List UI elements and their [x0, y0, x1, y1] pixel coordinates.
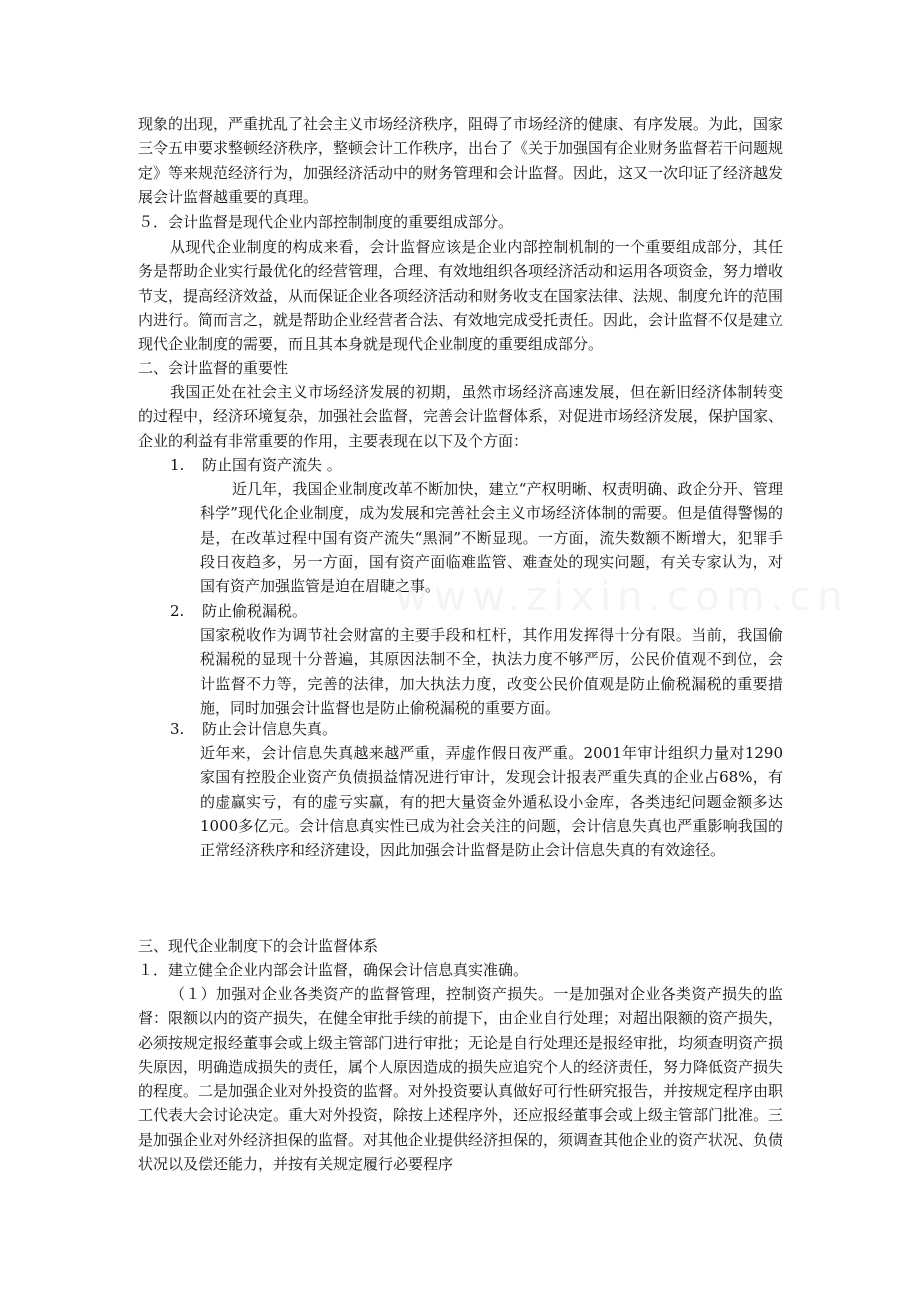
section2-paragraph: 我国正处在社会主义市场经济发展的初期，虽然市场经济高速发展，但在新旧经济体制转变的过程中，经济环境复杂，加强社会监督，完善会计监督体系，对促进市场经济发展，保护国家、企业的利益有非常重要的作用，主要表现在以下及个方面： — [138, 383, 784, 450]
item3-paragraph: 近年来，会计信息失真越来越严重，弄虚作假日夜严重。2001年审计组织力量对1290家国有控股企业资产负债损益情况进行审计，发现会计报表严重失真的企业占68%，有的虚赢实亏，有的虚亏实赢，有的把大量资金外遁私设小金库，各类违纪问题金额多达1000多亿元。会计信息真实性已成为社会关注的问题，会计信息失真也严重影响我国的正常经济秩序和经济建设，因此加强会计监督是防止会计信息失真的有效途径。 — [200, 744, 783, 860]
item1-number: 1. — [170, 456, 185, 474]
section2-heading: 二、会计监督的重要性 — [138, 359, 289, 377]
section3-item1: １．建立健全企业内部会计监督，确保会计信息真实准确。 — [138, 961, 529, 979]
intro-paragraph: 现象的出现，严重扰乱了社会主义市场经济秩序，阻碍了市场经济的健康、有序发展。为此，国家三令五申要求整顿经济秩序，整顿会计工作秩序，出台了《关于加强国有企业财务监督若干问题规定》等来规范经济行为，加强经济活动中的财务管理和会计监督。因此，这又一次印证了经济越发展会计监督越重要的真理。 — [138, 115, 784, 206]
item1-heading — [170, 453, 342, 477]
section3-paragraph: （１）加强对企业各类资产的监督管理，控制资产损失。一是加强对企业各类资产损失的监督：限额以内的资产损失，在健全审批手续的前提下，由企业自行处理；对超出限额的资产损失，必须按规定报经董事会或上级主管部门进行审批；无论是自行处理还是报经审批，均须查明资产损失原因，明确造成损失的责任，属个人原因造成的损失应追究个人的经济责任，努力降低资产损失的程度。二是加强企业对外投资的监督。对外投资要认真做好可行性研究报告，并按规定程序由职工代表大会讨论决定。重大对外投资，除按上述程序外，还应报经董事会或上级主管部门批准。三是加强企业对外经济担保的监督。对其他企业提供经济担保的，须调查其他企业的资产状况、负债状况以及偿还能力，并按有关规定履行必要程序 — [138, 985, 784, 1174]
item3-title: 防止会计信息失真。 — [202, 720, 338, 738]
item5-heading: ５．会计监督是现代企业内部控制制度的重要组成部分。 — [138, 213, 514, 231]
item3-heading — [170, 717, 337, 741]
item1-title: 防止国有资产流失 。 — [202, 456, 342, 474]
section3-heading: 三、现代企业制度下的会计监督体系 — [138, 937, 379, 955]
item1-paragraph: 近几年，我国企业制度改革不断加快，建立“产权明晰、权责明确、政企分开、管理科学”现代化企业制度，成为发展和完善社会主义市场经济体制的需要。但是值得警惕的是，在改革过程中国有资产流失“黑洞”不断显现。一方面，流失数额不断增大，犯罪手段日夜趋多，另一方面，国有资产面临难监管、难查处的现实问题，有关专家认为，对国有资产加强监管是迫在眉睫之事。 — [200, 480, 783, 596]
item3-number: 3. — [170, 720, 185, 738]
item2-number: 2. — [170, 602, 185, 620]
item5-paragraph: 从现代企业制度的构成来看，会计监督应该是企业内部控制机制的一个重要组成部分，其任务是帮助企业实行最优化的经营管理，合理、有效地组织各项经济活动和运用各项资金，努力增收节支，提高经济效益，从而保证企业各项经济活动和财务收支在国家法律、法规、制度允许的范围内进行。简而言之，就是帮助企业经营者合法、有效地完成受托责任。因此，会计监督不仅是建立现代企业制度的需要，而且其本身就是现代企业制度的重要组成部分。 — [138, 238, 784, 354]
item2-paragraph: 国家税收作为调节社会财富的主要手段和杠杆，其作用发挥得十分有限。当前，我国偷税漏税的显现十分普遍，其原因法制不全，执法力度不够严厉，公民价值观不到位，会计监督不力等，完善的法律，加大执法力度，改变公民价值观是防止偷税漏税的重要措施，同时加强会计监督也是防止偷税漏税的重要方面。 — [200, 626, 783, 717]
item2-title: 防止偷税漏税。 — [202, 602, 308, 620]
item2-heading — [170, 599, 307, 623]
